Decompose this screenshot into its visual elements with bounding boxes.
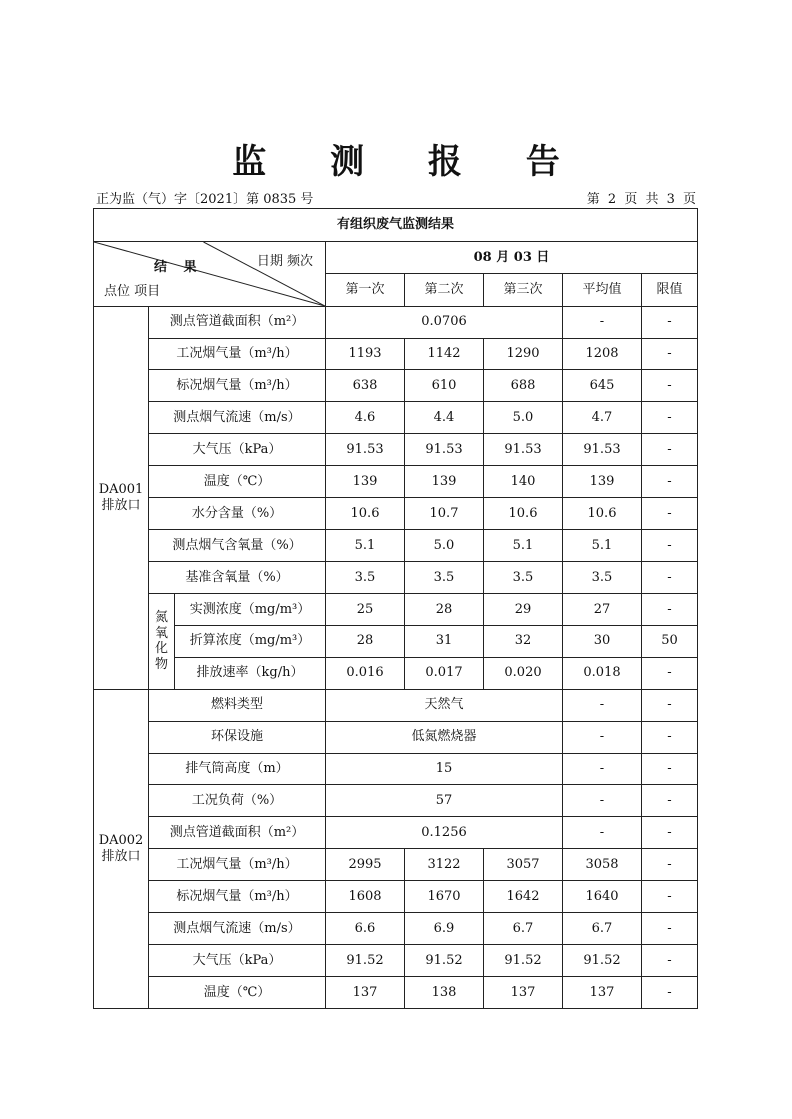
row-value-third: 137: [484, 976, 563, 1008]
row-limit: -: [642, 593, 698, 625]
table-caption: 有组织废气监测结果: [94, 209, 698, 242]
row-value-third: 1290: [484, 338, 563, 370]
row-merged-value: 天然气: [326, 689, 563, 721]
row-value-second: 3.5: [405, 561, 484, 593]
row-value-third: 0.020: [484, 657, 563, 689]
table-row: [94, 466, 698, 498]
row-limit: -: [642, 881, 698, 913]
row-average: 10.6: [563, 498, 642, 530]
row-merged-value: 低氮燃烧器: [326, 721, 563, 753]
row-value-first: 5.1: [326, 530, 405, 562]
row-value-third: 3.5: [484, 561, 563, 593]
row-value-second: 138: [405, 976, 484, 1008]
corner-date-label: 日期 频次: [256, 253, 313, 269]
table-row: [94, 881, 698, 913]
row-value-third: 32: [484, 625, 563, 657]
table-row: [94, 976, 698, 1008]
table-row: [94, 530, 698, 562]
row-value-first: 139: [326, 466, 405, 498]
table-row: [94, 561, 698, 593]
row-value-third: 91.53: [484, 434, 563, 466]
row-value-first: 1608: [326, 881, 405, 913]
row-limit: -: [642, 785, 698, 817]
row-item-name: 测点管道截面积（m²）: [149, 306, 326, 338]
row-limit: 50: [642, 625, 698, 657]
row-limit: -: [642, 402, 698, 434]
row-limit: -: [642, 498, 698, 530]
row-value-third: 140: [484, 466, 563, 498]
row-item-name: 大气压（kPa）: [149, 434, 326, 466]
row-limit: -: [642, 689, 698, 721]
row-average: 91.52: [563, 945, 642, 977]
table-row: [94, 721, 698, 753]
row-item-name: 排放速率（kg/h）: [175, 657, 326, 689]
row-value-first: 10.6: [326, 498, 405, 530]
table-row: [94, 498, 698, 530]
table-row: [94, 913, 698, 945]
col-header-average: 平均值: [563, 274, 642, 307]
row-item-name: 基准含氧量（%）: [149, 561, 326, 593]
row-limit: -: [642, 306, 698, 338]
row-value-second: 610: [405, 370, 484, 402]
row-average: -: [563, 721, 642, 753]
row-limit: -: [642, 434, 698, 466]
row-item-name: 折算浓度（mg/m³）: [175, 625, 326, 657]
row-value-first: 2995: [326, 849, 405, 881]
row-average: 139: [563, 466, 642, 498]
table-corner-header: [94, 241, 326, 306]
row-value-third: 3057: [484, 849, 563, 881]
report-number: 正为监（气）字〔2021〕第 0835 号: [96, 192, 314, 207]
row-value-second: 5.0: [405, 530, 484, 562]
row-average: 30: [563, 625, 642, 657]
row-item-name: 工况烟气量（m³/h）: [149, 338, 326, 370]
row-value-third: 5.0: [484, 402, 563, 434]
row-item-name: 温度（℃）: [149, 466, 326, 498]
row-limit: -: [642, 466, 698, 498]
row-average: -: [563, 689, 642, 721]
row-average: 91.53: [563, 434, 642, 466]
row-value-third: 10.6: [484, 498, 563, 530]
row-item-name: 实测浓度（mg/m³）: [175, 593, 326, 625]
row-item-name: 工况负荷（%）: [149, 785, 326, 817]
col-header-second: 第二次: [405, 274, 484, 307]
row-value-second: 10.7: [405, 498, 484, 530]
row-value-third: 5.1: [484, 530, 563, 562]
row-value-third: 91.52: [484, 945, 563, 977]
row-value-first: 4.6: [326, 402, 405, 434]
monitoring-results-table: [93, 208, 698, 1009]
col-header-first: 第一次: [326, 274, 405, 307]
row-item-name: 大气压（kPa）: [149, 945, 326, 977]
row-average: 27: [563, 593, 642, 625]
row-average: 6.7: [563, 913, 642, 945]
corner-result-label: 结 果: [154, 259, 203, 275]
row-value-first: 137: [326, 976, 405, 1008]
nox-group-label: 氮氧 化物: [149, 593, 175, 689]
row-limit: -: [642, 913, 698, 945]
table-row: [94, 434, 698, 466]
row-average: 3058: [563, 849, 642, 881]
row-limit: -: [642, 721, 698, 753]
table-row: [94, 753, 698, 785]
row-item-name: 燃料类型: [149, 689, 326, 721]
row-value-third: 688: [484, 370, 563, 402]
row-average: -: [563, 785, 642, 817]
table-row: [94, 370, 698, 402]
row-value-first: 3.5: [326, 561, 405, 593]
row-average: 1640: [563, 881, 642, 913]
row-item-name: 测点烟气流速（m/s）: [149, 913, 326, 945]
table-row: [94, 785, 698, 817]
row-value-first: 6.6: [326, 913, 405, 945]
row-average: 0.018: [563, 657, 642, 689]
row-limit: -: [642, 817, 698, 849]
table-row: [94, 625, 698, 657]
row-value-third: 1642: [484, 881, 563, 913]
row-item-name: 排气筒高度（m）: [149, 753, 326, 785]
table-row: [94, 593, 698, 625]
page-info: 第 2 页 共 3 页: [586, 192, 696, 207]
row-value-first: 0.016: [326, 657, 405, 689]
table-row: [94, 306, 698, 338]
corner-point-label: 点位 项目: [104, 284, 161, 299]
row-value-second: 91.52: [405, 945, 484, 977]
table-row: [94, 945, 698, 977]
table-row: [94, 657, 698, 689]
row-value-second: 1670: [405, 881, 484, 913]
row-value-first: 28: [326, 625, 405, 657]
row-average: 3.5: [563, 561, 642, 593]
row-item-name: 环保设施: [149, 721, 326, 753]
page-title: 监 测 报 告: [232, 142, 586, 182]
row-value-second: 4.4: [405, 402, 484, 434]
row-value-second: 1142: [405, 338, 484, 370]
row-limit: -: [642, 338, 698, 370]
table-row: [94, 849, 698, 881]
row-limit: -: [642, 945, 698, 977]
row-item-name: 工况烟气量（m³/h）: [149, 849, 326, 881]
row-item-name: 测点管道截面积（m²）: [149, 817, 326, 849]
row-average: 5.1: [563, 530, 642, 562]
row-value-first: 638: [326, 370, 405, 402]
row-value-first: 1193: [326, 338, 405, 370]
row-value-second: 0.017: [405, 657, 484, 689]
row-merged-value: 0.1256: [326, 817, 563, 849]
row-value-first: 25: [326, 593, 405, 625]
row-value-second: 28: [405, 593, 484, 625]
row-average: -: [563, 817, 642, 849]
row-value-second: 6.9: [405, 913, 484, 945]
row-average: 1208: [563, 338, 642, 370]
table-row: [94, 338, 698, 370]
row-value-second: 31: [405, 625, 484, 657]
row-item-name: 标况烟气量（m³/h）: [149, 881, 326, 913]
col-header-third: 第三次: [484, 274, 563, 307]
table-row: [94, 402, 698, 434]
row-limit: -: [642, 370, 698, 402]
row-limit: -: [642, 753, 698, 785]
row-item-name: 测点烟气含氧量（%）: [149, 530, 326, 562]
row-item-name: 水分含量（%）: [149, 498, 326, 530]
row-merged-value: 15: [326, 753, 563, 785]
row-item-name: 测点烟气流速（m/s）: [149, 402, 326, 434]
row-average: -: [563, 306, 642, 338]
row-average: 645: [563, 370, 642, 402]
row-value-second: 139: [405, 466, 484, 498]
row-limit: -: [642, 657, 698, 689]
row-value-third: 6.7: [484, 913, 563, 945]
row-item-name: 温度（℃）: [149, 976, 326, 1008]
row-limit: -: [642, 849, 698, 881]
row-limit: -: [642, 561, 698, 593]
col-header-limit: 限值: [642, 274, 698, 307]
row-limit: -: [642, 530, 698, 562]
row-value-second: 91.53: [405, 434, 484, 466]
date-header: 08 月 03 日: [326, 241, 698, 274]
row-merged-value: 57: [326, 785, 563, 817]
row-item-name: 标况烟气量（m³/h）: [149, 370, 326, 402]
row-average: 4.7: [563, 402, 642, 434]
row-value-first: 91.53: [326, 434, 405, 466]
row-limit: -: [642, 976, 698, 1008]
da002-outlet-label: DA002 排放口: [94, 689, 149, 1008]
da001-outlet-label: DA001 排放口: [94, 306, 149, 689]
row-value-second: 3122: [405, 849, 484, 881]
table-row: [94, 817, 698, 849]
row-value-first: 91.52: [326, 945, 405, 977]
table-row: [94, 689, 698, 721]
row-average: -: [563, 753, 642, 785]
row-value-third: 29: [484, 593, 563, 625]
row-merged-value: 0.0706: [326, 306, 563, 338]
row-average: 137: [563, 976, 642, 1008]
